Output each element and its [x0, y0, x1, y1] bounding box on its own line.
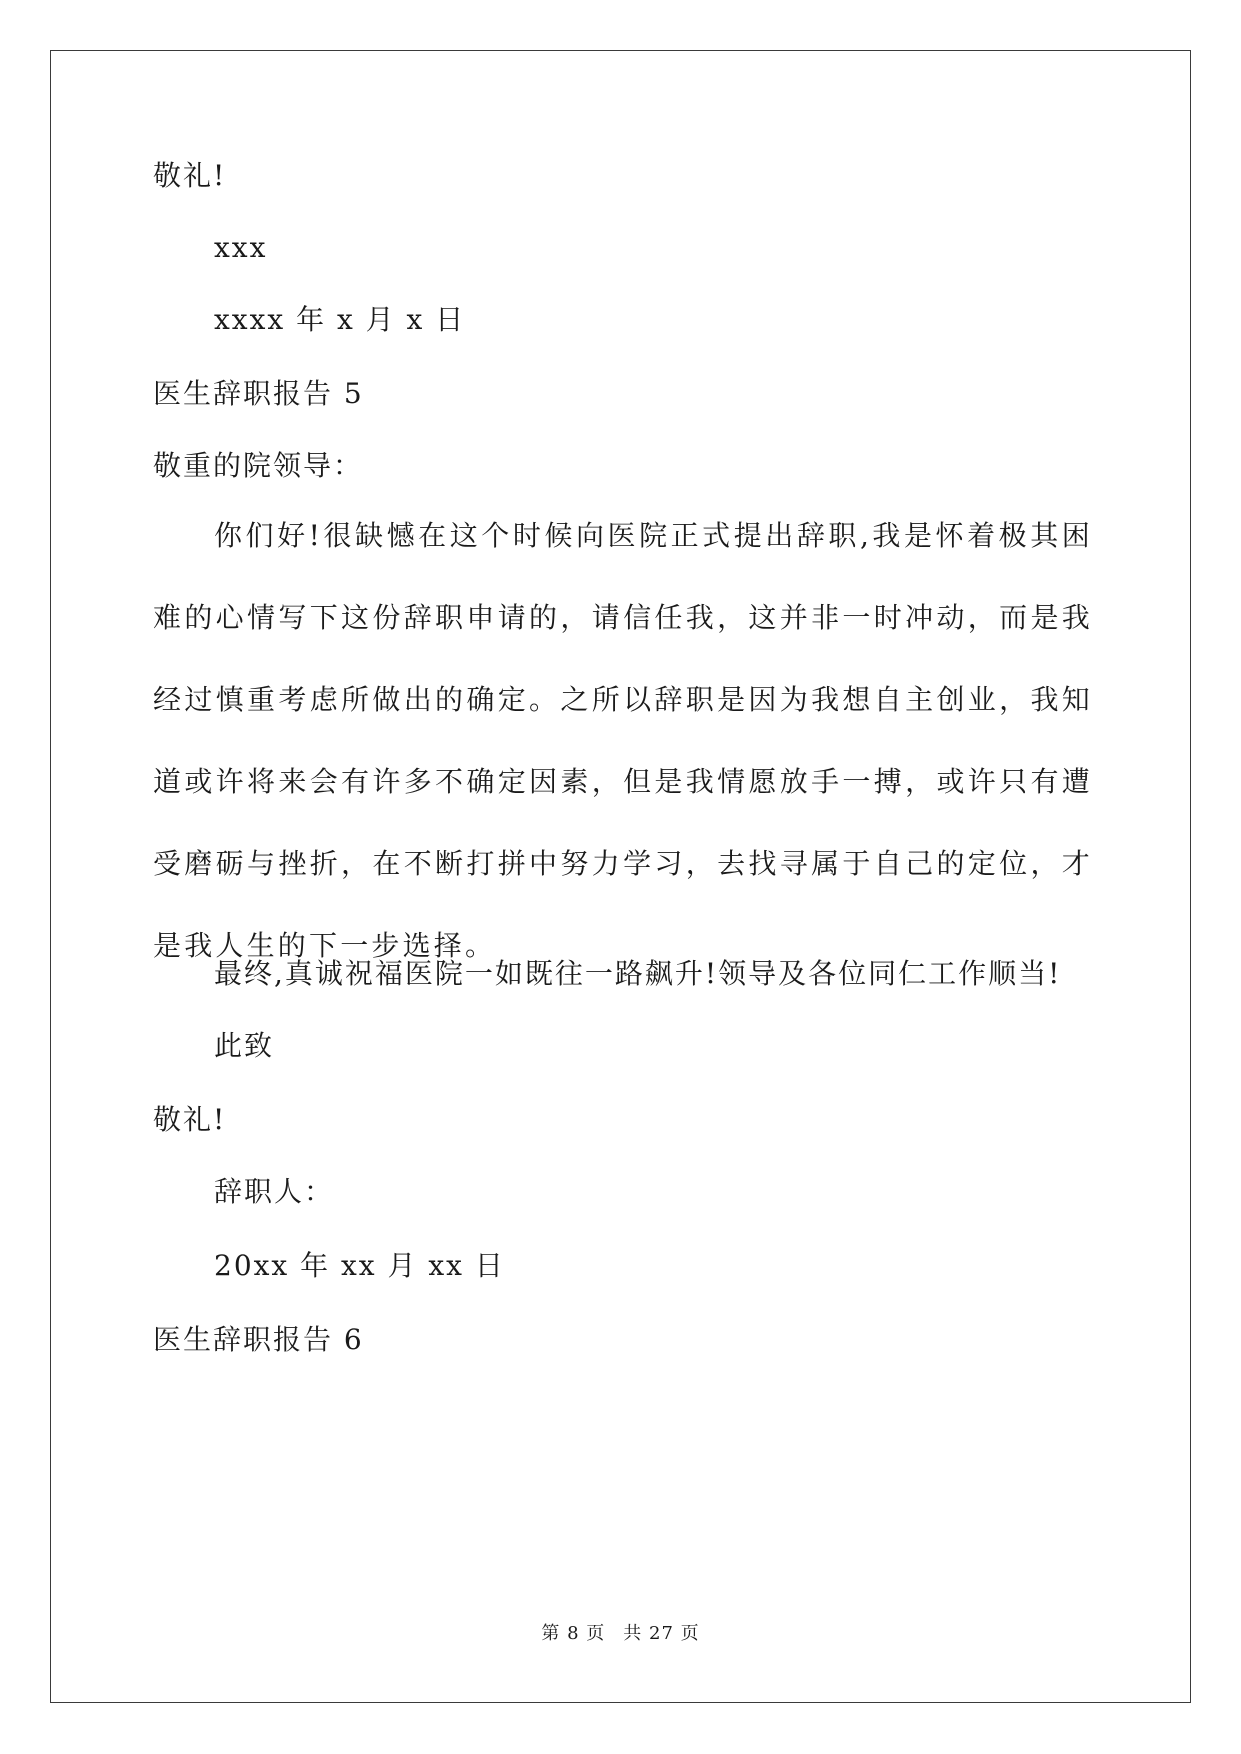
closing-salute-2: 敬礼!	[153, 1103, 227, 1136]
cizhi-text: 此致	[214, 1029, 275, 1062]
closing-salute: 敬礼!	[153, 159, 227, 192]
page-footer	[0, 1622, 1241, 1646]
page-total: 共 27 页	[623, 1623, 700, 1644]
body-paragraph: 你们好!很缺憾在这个时候向医院正式提出辞职,我是怀着极其困难的心情写下这份辞职申请的，请信任我，这并非一时冲动，而是我经过慎重考虑所做出的确定。之所以辞职是因为我想自主创业，我知道或许将来会有许多不确定因素，但是我情愿放手一搏，或许只有遭受磨砺与挫折，在不断打拼中努力学习，去找寻属于自己的定位，才是我人生的下一步选择。	[153, 519, 1093, 962]
page-number: 第 8 页	[541, 1623, 606, 1644]
section-heading: 医生辞职报告 5	[153, 377, 364, 410]
resignation-date: 20xx 年 xx 月 xx 日	[214, 1249, 505, 1282]
signer-name: xxx	[214, 231, 268, 264]
resigner-label: 辞职人：	[214, 1175, 335, 1208]
section-heading-next: 医生辞职报告 6	[153, 1323, 364, 1356]
signature-date: xxxx 年 x 月 x 日	[214, 303, 466, 336]
closing-wish: 最终,真诚祝福医院一如既往一路飙升!领导及各位同仁工作顺当!	[214, 957, 1062, 990]
salutation: 敬重的院领导：	[153, 449, 364, 482]
